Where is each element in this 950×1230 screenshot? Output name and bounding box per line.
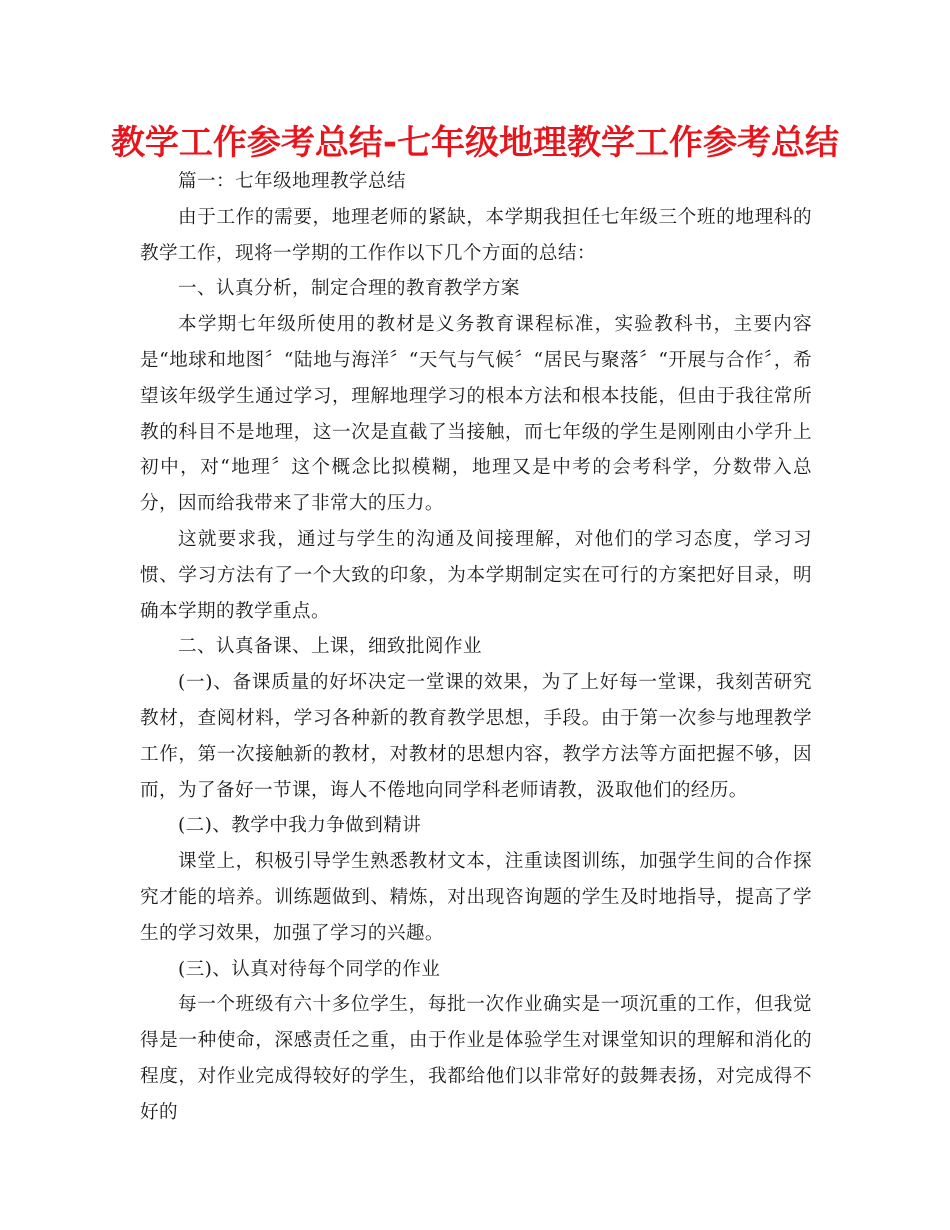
paragraph-intro: 由于工作的需要，地理老师的紧缺，本学期我担任七年级三个班的地理科的教学工作，现将一学期的工作作以下几个方面的总结：: [140, 206, 812, 264]
paragraph-lesson-prep: (一)、备课质量的好坏决定一堂课的效果，为了上好每一堂课，我刻苦研究教材，查阅材料，学习各种新的教育教学思想，手段。由于第一次参与地理教学工作，第一次接触新的教材，对教材的思想内容，教学方法等方面把握不够，因而，为了备好一节课，诲人不倦地向同学科老师请教，汲取他们的经历。: [140, 672, 812, 801]
document-title: 教学工作参考总结-七年级地理教学工作参考总结: [110, 123, 840, 163]
paragraph-textbook: 本学期七年级所使用的教材是义务教育课程标准，实验教科书，主要内容是“地球和地图〞“陆地与海洋〞“天气与气候〞“居民与聚落〞“开展与合作〞，希望该年级学生通过学习，理解地理学习的根本方法和根本技能，但由于我往常所教的科目不是地理，这一次是直截了当接触，而七年级的学生是刚刚由小学升上初中，对“地理〞这个概念比拟模糊，地理又是中考的会考科学，分数带入总分，因而给我带来了非常大的压力。: [140, 314, 812, 515]
document-body: [140, 164, 812, 1131]
paragraph-subheading-2: (二)、教学中我力争做到精讲: [178, 815, 422, 837]
paragraph-homework: 每一个班级有六十多位学生，每批一次作业确实是一项沉重的工作，但我觉得是一种使命，深感责任之重，由于作业是体验学生对课堂知识的理解和消化的程度，对作业完成得较好的学生，我都给他们以非常好的鼓舞表扬，对完成得不好的: [140, 994, 812, 1123]
paragraph-subheading-3: (三)、认真对待每个同学的作业: [178, 958, 441, 980]
paragraph-requirements: 这就要求我，通过与学生的沟通及间接理解，对他们的学习态度，学习习惯、学习方法有了一个大致的印象，为本学期制定实在可行的方案把好目录，明确本学期的教学重点。: [140, 528, 812, 622]
paragraph-heading-1: 一、认真分析，制定合理的教育教学方案: [178, 278, 520, 300]
paragraph-section-heading: 篇一：七年级地理教学总结: [178, 171, 406, 192]
paragraph-heading-2: 二、认真备课、上课，细致批阅作业: [178, 636, 482, 658]
paragraph-classroom: 课堂上，积极引导学生熟悉教材文本，注重读图训练，加强学生间的合作探究才能的培养。训练题做到、精炼，对出现咨询题的学生及时地指导，提高了学生的学习效果，加强了学习的兴趣。: [140, 851, 812, 944]
